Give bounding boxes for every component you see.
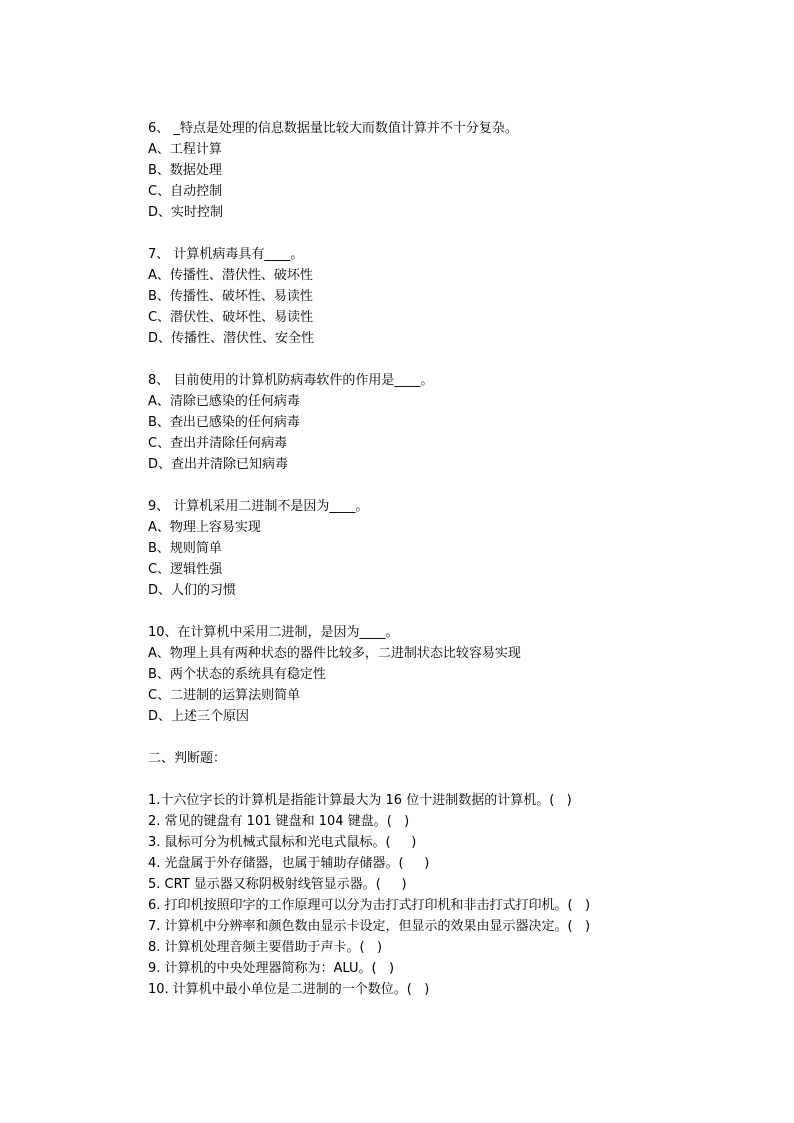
judgment-item: 10. 计算机中最小单位是二进制的一个数位。( ) xyxy=(148,982,430,997)
option-b: B、传播性、破坏性、易读性 xyxy=(148,289,313,304)
option-d: D、查出并清除已知病毒 xyxy=(148,457,289,472)
option-a: A、物理上具有两种状态的器件比较多，二进制状态比较容易实现 xyxy=(148,646,521,661)
option-a: A、物理上容易实现 xyxy=(148,520,261,535)
option-d: D、人们的习惯 xyxy=(148,583,237,598)
option-d: D、实时控制 xyxy=(148,205,224,220)
judgment-item: 6. 打印机按照印字的工作原理可以分为击打式打印机和非击打式打印机。( ) xyxy=(148,898,591,913)
option-a: A、传播性、潜伏性、破坏性 xyxy=(148,268,313,283)
judgment-list xyxy=(148,790,708,1000)
option-c: C、二进制的运算法则简单 xyxy=(148,688,301,703)
judgment-item: 4. 光盘属于外存储器，也属于辅助存储器。( ) xyxy=(148,856,430,871)
option-a: A、清除已感染的任何病毒 xyxy=(148,394,300,409)
judgment-item: 2. 常见的键盘有 101 键盘和 104 键盘。( ) xyxy=(148,814,410,829)
judgment-item: 1.十六位字长的计算机是指能计算最大为 16 位十进制数据的计算机。( ) xyxy=(148,793,572,808)
option-c: C、自动控制 xyxy=(148,184,223,199)
question-stem: 6、 _特点是处理的信息数据量比较大而数值计算并不十分复杂。 xyxy=(148,121,518,136)
question-10 xyxy=(148,622,708,727)
option-b: B、数据处理 xyxy=(148,163,222,178)
option-d: D、传播性、潜伏性、安全性 xyxy=(148,331,315,346)
option-b: B、查出已感染的任何病毒 xyxy=(148,415,300,430)
question-9 xyxy=(148,496,708,601)
document-content xyxy=(148,118,708,1000)
judgment-item: 5. CRT 显示器又称阴极射线管显示器。( ) xyxy=(148,877,407,892)
option-d: D、上述三个原因 xyxy=(148,709,250,724)
option-c: C、潜伏性、破坏性、易读性 xyxy=(148,310,314,325)
judgment-item: 7. 计算机中分辨率和颜色数由显示卡设定，但显示的效果由显示器决定。( ) xyxy=(148,919,591,934)
question-8 xyxy=(148,370,708,475)
question-6 xyxy=(148,118,708,223)
question-stem: 8、 目前使用的计算机防病毒软件的作用是____。 xyxy=(148,373,434,388)
option-a: A、工程计算 xyxy=(148,142,222,157)
question-stem: 10、在计算机中采用二进制，是因为____。 xyxy=(148,625,399,640)
question-7 xyxy=(148,244,708,349)
option-c: C、逻辑性强 xyxy=(148,562,223,577)
judgment-item: 3. 鼠标可分为机械式鼠标和光电式鼠标。( ) xyxy=(148,835,417,850)
option-b: B、规则简单 xyxy=(148,541,222,556)
option-b: B、两个状态的系统具有稳定性 xyxy=(148,667,326,682)
judgment-item: 8. 计算机处理音频主要借助于声卡。( ) xyxy=(148,940,383,955)
section-title: 二、判断题： xyxy=(148,751,227,766)
judgment-item: 9. 计算机的中央处理器简称为：ALU。( ) xyxy=(148,961,395,976)
question-stem: 7、 计算机病毒具有____。 xyxy=(148,247,304,262)
option-c: C、查出并清除任何病毒 xyxy=(148,436,288,451)
section-heading xyxy=(148,748,708,769)
question-stem: 9、 计算机采用二进制不是因为____。 xyxy=(148,499,369,514)
